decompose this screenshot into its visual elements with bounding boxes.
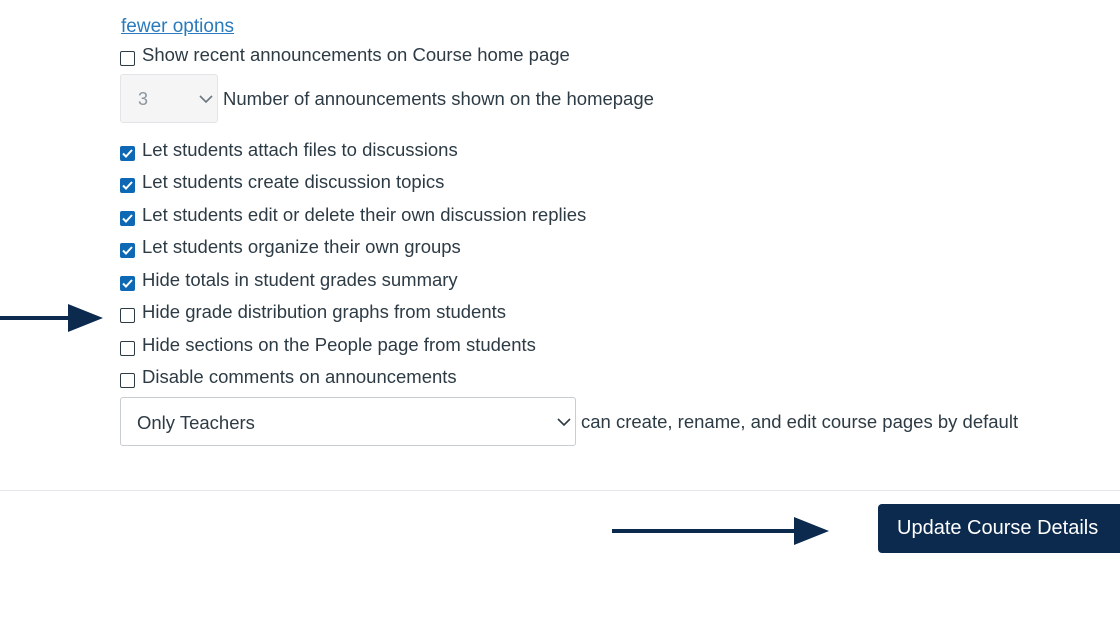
attach-files-checkbox[interactable] bbox=[120, 146, 135, 161]
create-topics-checkbox[interactable] bbox=[120, 178, 135, 193]
hide-totals-checkbox[interactable] bbox=[120, 276, 135, 291]
setting-row[interactable] bbox=[120, 204, 586, 226]
checkmark-icon bbox=[122, 181, 133, 190]
setting-row[interactable] bbox=[120, 269, 458, 291]
setting-row[interactable] bbox=[120, 334, 536, 356]
show-recent-announcements-checkbox[interactable] bbox=[120, 51, 135, 66]
setting-label: Hide sections on the People page from students bbox=[142, 334, 536, 355]
setting-label: Let students edit or delete their own discussion replies bbox=[142, 204, 587, 225]
announcement-count-label: Number of announcements shown on the homepage bbox=[223, 88, 654, 109]
pages-permission-label: can create, rename, and edit course pages by default bbox=[581, 411, 1019, 432]
arrow-right-icon bbox=[0, 302, 104, 334]
setting-label: Disable comments on announcements bbox=[142, 366, 457, 387]
update-course-details-button[interactable]: Update Course Details bbox=[878, 504, 1120, 553]
show-recent-announcements-label: Show recent announcements on Course home page bbox=[142, 44, 570, 65]
setting-row[interactable] bbox=[120, 236, 461, 258]
disable-comments-checkbox[interactable] bbox=[120, 373, 135, 388]
checkmark-icon bbox=[122, 149, 133, 158]
organize-groups-checkbox[interactable] bbox=[120, 243, 135, 258]
edit-delete-replies-checkbox[interactable] bbox=[120, 211, 135, 226]
setting-row[interactable] bbox=[120, 171, 444, 193]
setting-row[interactable] bbox=[120, 301, 506, 323]
fewer-options-link[interactable]: fewer options bbox=[121, 16, 235, 37]
setting-label: Hide grade distribution graphs from students bbox=[142, 301, 507, 322]
setting-row[interactable] bbox=[120, 366, 457, 388]
setting-label: Let students create discussion topics bbox=[142, 171, 445, 192]
setting-label: Let students attach files to discussions bbox=[142, 139, 458, 160]
setting-row[interactable] bbox=[120, 139, 458, 161]
announcement-count-value: 3 bbox=[138, 89, 149, 109]
hide-sections-checkbox[interactable] bbox=[120, 341, 135, 356]
pages-permission-select[interactable] bbox=[120, 397, 576, 446]
checkmark-icon bbox=[122, 246, 133, 255]
chevron-down-icon bbox=[557, 418, 571, 427]
setting-label: Let students organize their own groups bbox=[142, 236, 461, 257]
show-recent-announcements-option[interactable] bbox=[120, 44, 570, 66]
footer-divider bbox=[0, 490, 1120, 491]
checkmark-icon bbox=[122, 279, 133, 288]
chevron-down-icon bbox=[199, 95, 213, 104]
checkmark-icon bbox=[122, 214, 133, 223]
setting-label: Hide totals in student grades summary bbox=[142, 269, 458, 290]
arrow-right-icon bbox=[612, 515, 830, 547]
hide-grade-distribution-checkbox[interactable] bbox=[120, 308, 135, 323]
pages-permission-value: Only Teachers bbox=[137, 412, 255, 433]
